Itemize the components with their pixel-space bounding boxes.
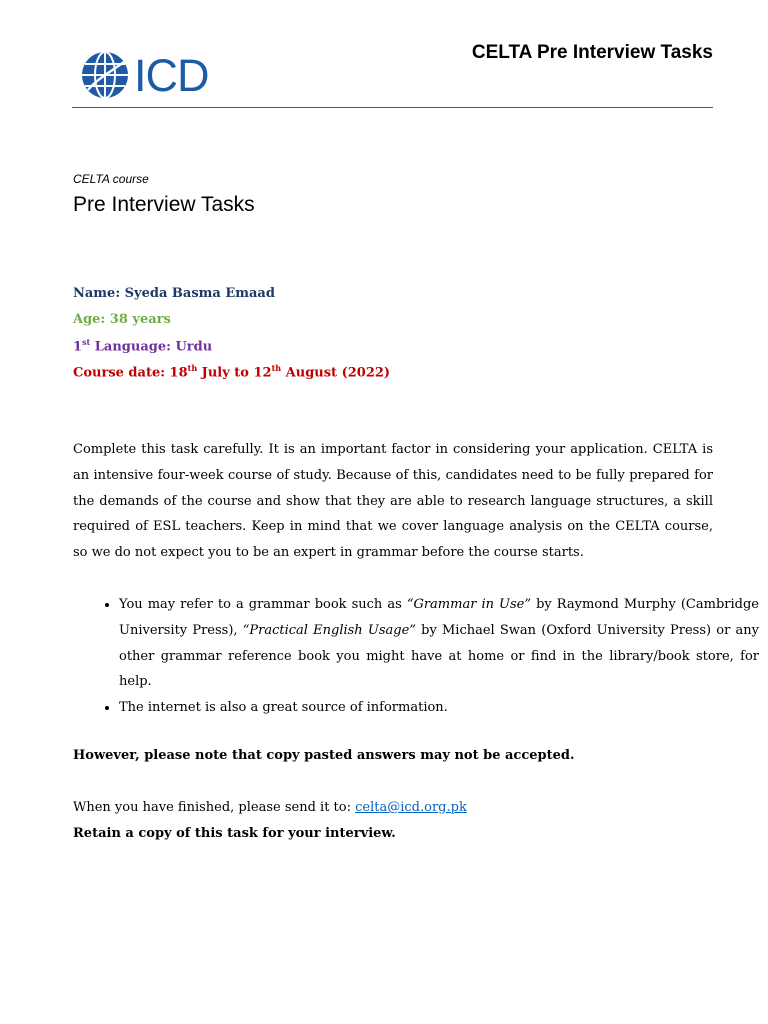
email-link[interactable]: celta@icd.org.pk <box>355 800 467 815</box>
course-label: CELTA course <box>73 172 149 186</box>
retain-copy-note: Retain a copy of this task for your interview. <box>73 826 396 841</box>
list-item <box>119 592 759 695</box>
book-title-practical-english-usage: “Practical English Usage” <box>242 622 416 638</box>
bullet-text: The internet is also a great source of information. <box>119 700 448 716</box>
logo-text: ICD <box>134 49 209 101</box>
page-title: Pre Interview Tasks <box>73 193 255 216</box>
bullet-text: by Michael Swan (Oxford University Press) or any other grammar reference book you might have at home or find in the library/book store, for help. <box>119 622 759 690</box>
list-item <box>119 695 759 721</box>
bullet-text: You may refer to a grammar book such as <box>119 597 407 612</box>
book-title-grammar-in-use: “Grammar in Use” <box>406 597 532 612</box>
send-text: When you have finished, please send it to: <box>73 800 356 815</box>
language-number: 1 <box>73 339 83 355</box>
header-divider <box>72 107 713 108</box>
candidate-name: Name: Syeda Basma Emaad <box>73 286 275 301</box>
course-date-middle: July to 12 <box>197 365 272 381</box>
course-date <box>73 363 390 380</box>
course-date-suffix: August (2022) <box>281 365 391 381</box>
course-date-sup-2: th <box>271 363 282 373</box>
send-instruction <box>73 800 467 815</box>
copy-paste-note: However, please note that copy pasted answers may not be accepted. <box>73 748 575 763</box>
course-date-sup-1: th <box>187 363 198 373</box>
course-date-prefix: Course date: 18 <box>73 365 188 381</box>
document-header-title: CELTA Pre Interview Tasks <box>471 42 713 63</box>
bullet-list <box>73 592 759 721</box>
candidate-language <box>73 337 212 354</box>
intro-paragraph: Complete this task carefully. It is an important factor in considering your application. CELTA is an intensive four-week course of study. Because of this, candidates need to be fully prepared for the demands of the course and show that they are able to research language structures, a skill required of ESL teachers. Keep in mind that we cover language analysis on the CELTA course, so we do not expect you to be an expert in grammar before the course starts. <box>73 442 713 561</box>
language-text: Language: Urdu <box>90 339 213 355</box>
bullet-text: by Raymond Murphy (Cambridge University Press), <box>119 597 759 638</box>
globe-icon <box>80 50 130 100</box>
icd-logo <box>80 49 209 101</box>
page-header <box>72 40 713 108</box>
language-superscript: st <box>82 337 91 347</box>
candidate-age: Age: 38 years <box>73 312 171 327</box>
